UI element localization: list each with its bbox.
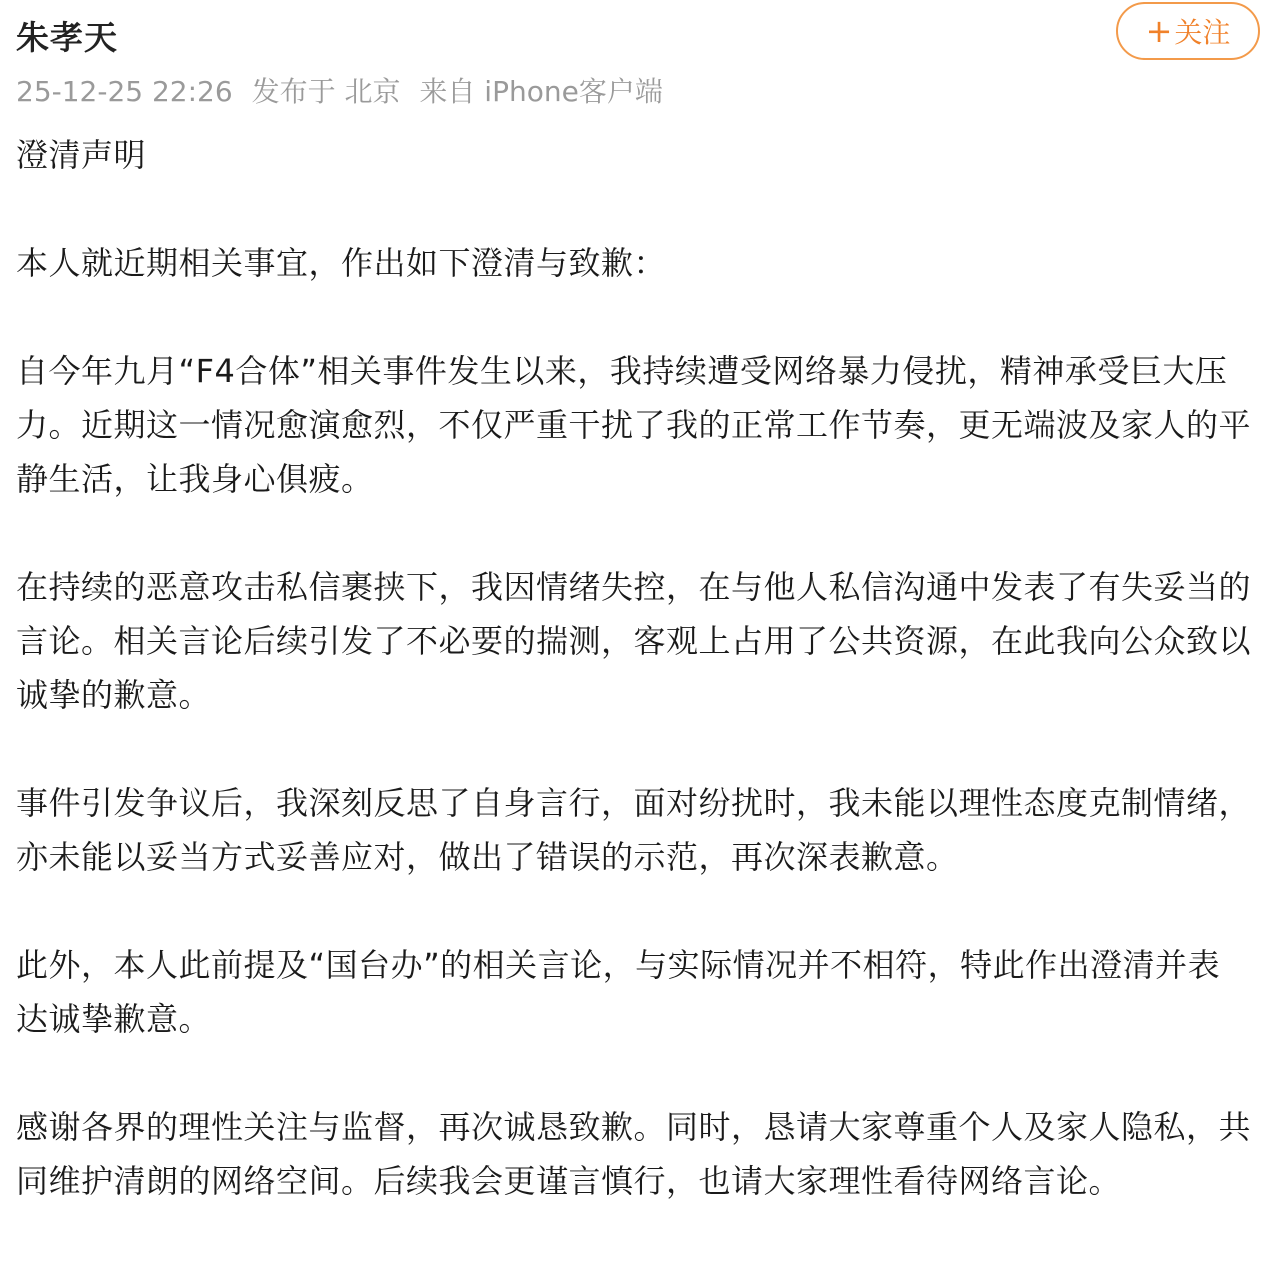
post-timestamp: 25-12-25 22:26 — [16, 75, 233, 108]
follow-label: 关注 — [1174, 16, 1231, 49]
follow-button[interactable] — [1116, 2, 1260, 60]
post-location: 发布于 北京 — [251, 75, 401, 108]
post-paragraph: 此外，本人此前提及“国台办”的相关言论，与实际情况并不相符，特此作出澄清并表达诚挚歉意。 — [16, 946, 1221, 1038]
post-source: 来自 iPhone客户端 — [419, 75, 663, 108]
post-paragraph: 在持续的恶意攻击私信裹挟下，我因情绪失控，在与他人私信沟通中发表了有失妥当的言论。相关言论后续引发了不必要的揣测，客观上占用了公共资源，在此我向公众致以诚挚的歉意。 — [16, 568, 1252, 714]
post-paragraph: 事件引发争议后，我深刻反思了自身言行，面对纷扰时，我未能以理性态度克制情绪，亦未能以妥当方式妥善应对，做出了错误的示范，再次深表歉意。 — [16, 784, 1252, 876]
post-paragraph: 感谢各界的理性关注与监督，再次诚恳致歉。同时，恳请大家尊重个人及家人隐私，共同维护清朗的网络空间。后续我会更谨言慎行，也请大家理性看待网络言论。 — [16, 1108, 1252, 1200]
post-meta — [16, 70, 673, 110]
post-paragraph: 本人就近期相关事宜，作出如下澄清与致歉： — [16, 244, 667, 282]
post-header — [16, 0, 1266, 120]
post-body — [16, 128, 1252, 1208]
plus-icon: + — [1145, 12, 1173, 50]
post-title: 澄清声明 — [16, 136, 147, 174]
post-paragraph: 自今年九月“F4合体”相关事件发生以来，我持续遭受网络暴力侵扰，精神承受巨大压力。近期这一情况愈演愈烈，不仅严重干扰了我的正常工作节奏，更无端波及家人的平静生活，让我身心俱疲。 — [16, 352, 1252, 498]
author-name[interactable]: 朱孝天 — [16, 18, 118, 57]
